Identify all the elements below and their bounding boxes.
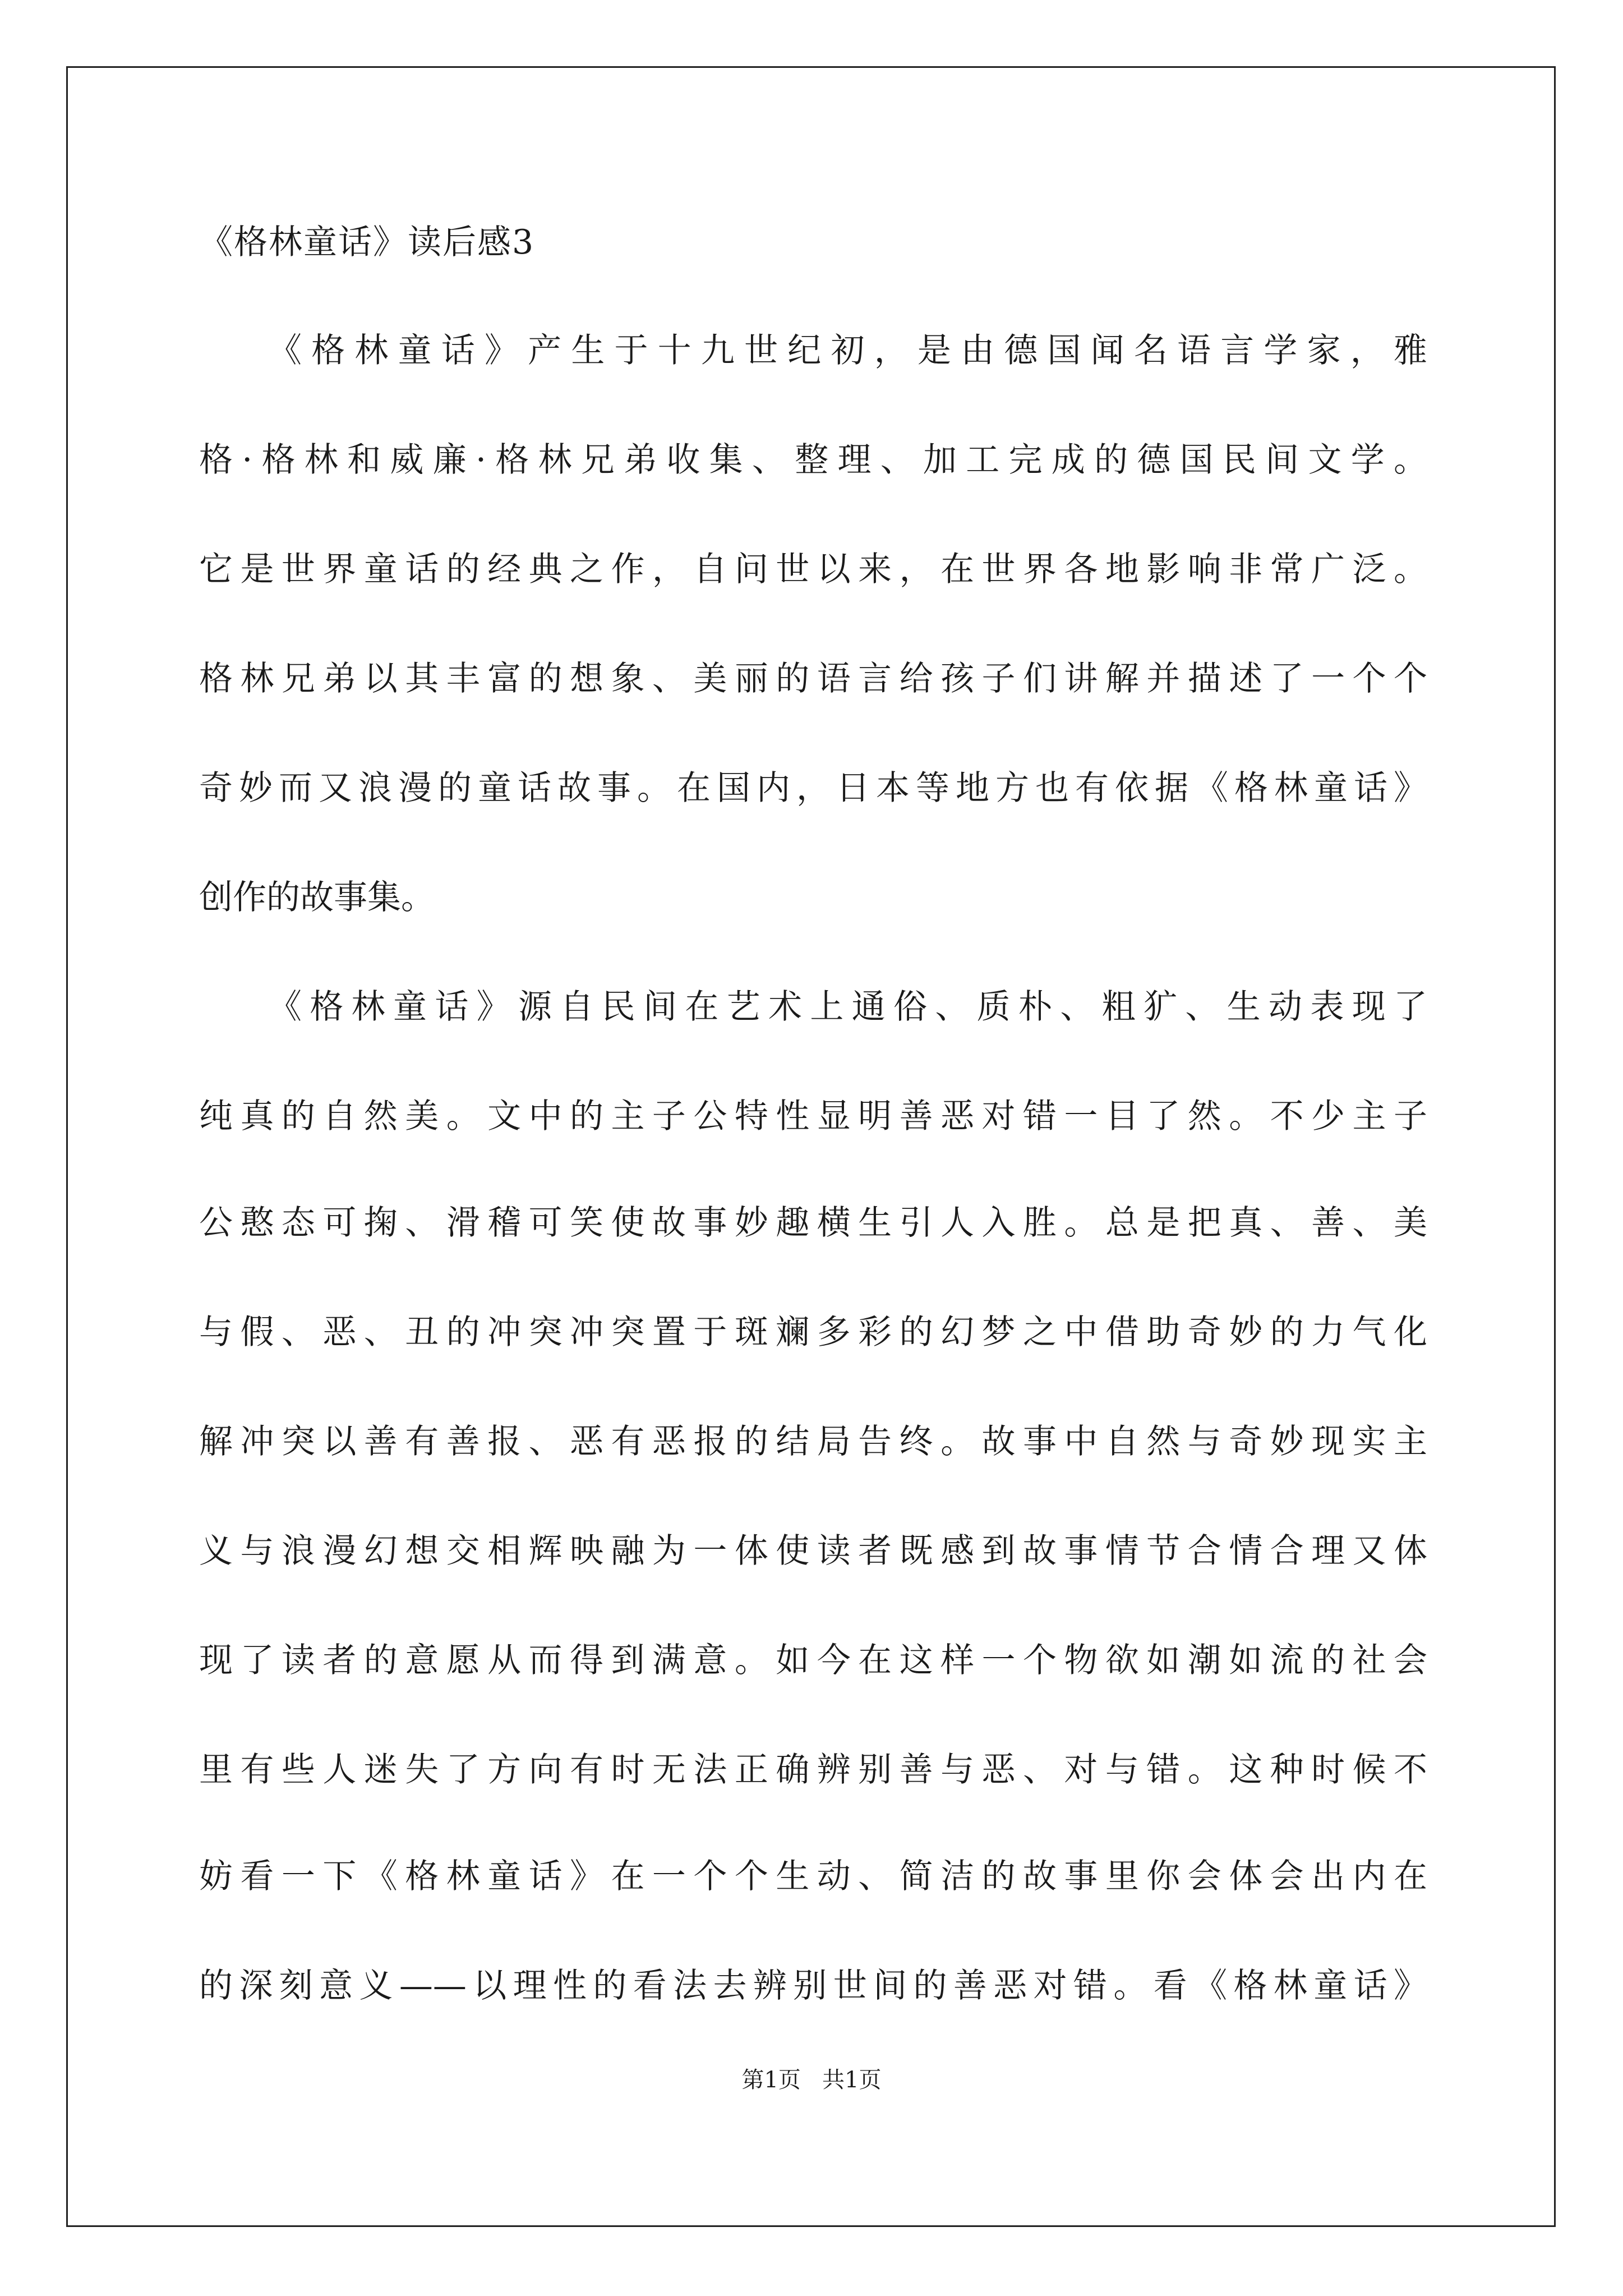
paragraph-1-line-1: 《格林童话》产生于十九世纪初，是由德国闻名语言学家，雅 — [268, 331, 1427, 370]
paragraph-2-line-9: 妨看一下《格林童话》在一个个生动、简洁的故事里你会体会出内在 — [199, 1857, 1427, 1896]
paragraph-1-line-3: 它是世界童话的经典之作，自问世以来，在世界各地影响非常广泛。 — [199, 550, 1427, 589]
paragraph-2-line-5: 解冲突以善有善报、恶有恶报的结局告终。故事中自然与奇妙现实主 — [199, 1422, 1427, 1461]
document-title: 《格林童话》读后感3 — [199, 223, 535, 262]
paragraph-2-line-10: 的深刻意义——以理性的看法去辨别世间的善恶对错。看《格林童话》 — [199, 1966, 1427, 2005]
page-frame — [66, 66, 1556, 2227]
paragraph-2-line-8: 里有些人迷失了方向有时无法正确辨别善与恶、对与错。这种时候不 — [199, 1750, 1427, 1789]
paragraph-2-line-7: 现了读者的意愿从而得到满意。如今在这样一个物欲如潮如流的社会 — [199, 1641, 1427, 1680]
paragraph-1-line-5: 奇妙而又浪漫的童话故事。在国内，日本等地方也有依据《格林童话》 — [199, 769, 1427, 808]
paragraph-1-line-4: 格林兄弟以其丰富的想象、美丽的语言给孩子们讲解并描述了一个个 — [199, 659, 1427, 698]
paragraph-1-line-2: 格·格林和威廉·格林兄弟收集、整理、加工完成的德国民间文学。 — [199, 440, 1427, 480]
paragraph-2-line-3: 公憨态可掬、滑稽可笑使故事妙趣横生引人入胜。总是把真、善、美 — [199, 1203, 1427, 1243]
paragraph-2-line-6: 义与浪漫幻想交相辉映融为一体使读者既感到故事情节合情合理又体 — [199, 1531, 1427, 1571]
page-footer: 第1页 共1页 — [741, 2067, 882, 2093]
paragraph-1-line-6: 创作的故事集。 — [199, 878, 435, 917]
paragraph-2-line-1: 《格林童话》源自民间在艺术上通俗、质朴、粗犷、生动表现了 — [268, 987, 1427, 1027]
paragraph-2-line-4: 与假、恶、丑的冲突冲突置于斑斓多彩的幻梦之中借助奇妙的力气化 — [199, 1313, 1427, 1352]
paragraph-2-line-2: 纯真的自然美。文中的主子公特性显明善恶对错一目了然。不少主子 — [199, 1097, 1427, 1136]
